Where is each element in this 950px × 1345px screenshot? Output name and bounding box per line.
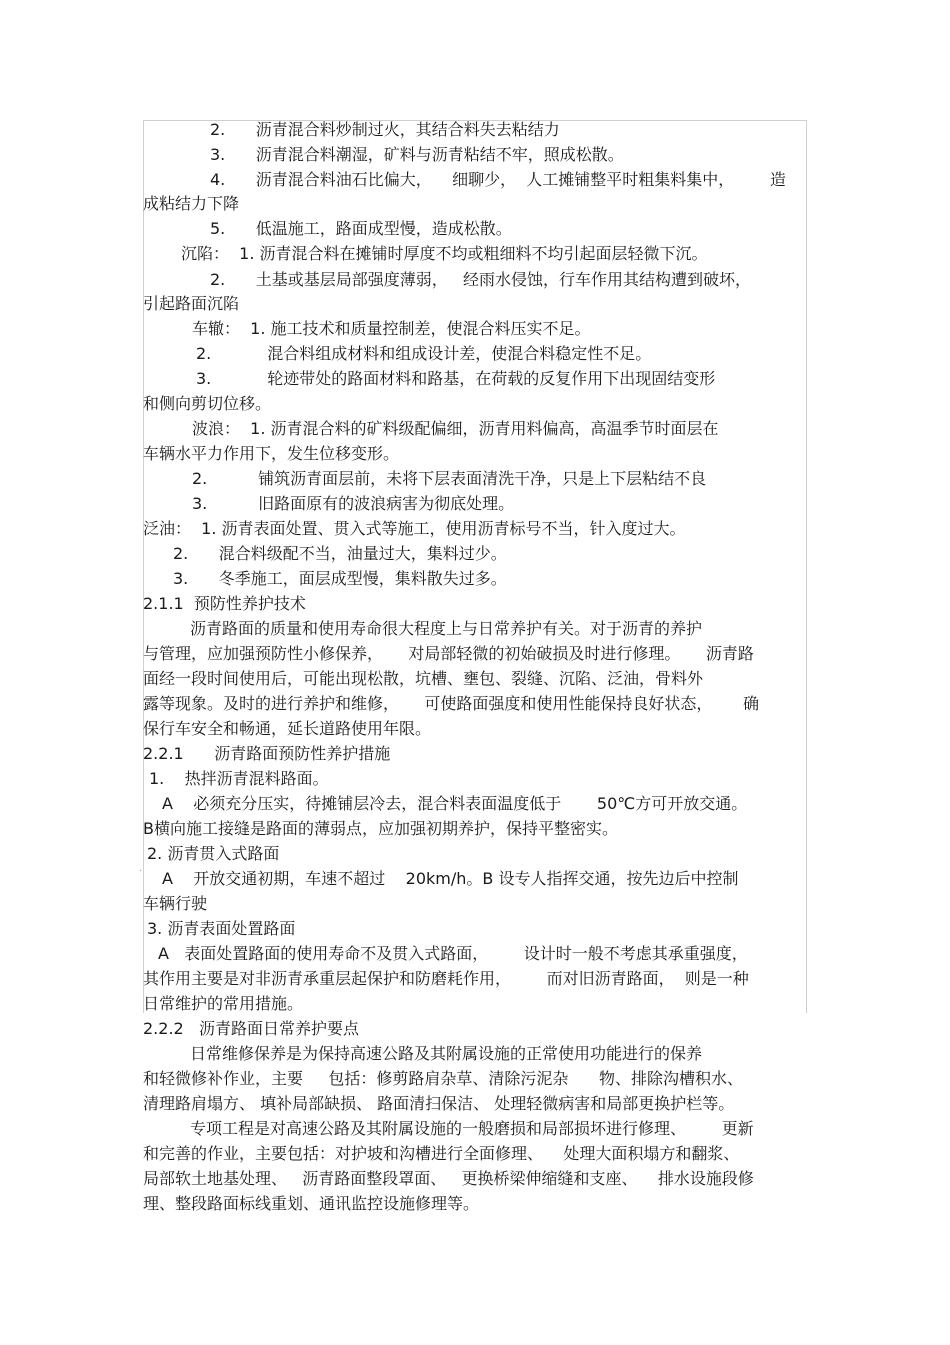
text-line: 引起路面沉陷 bbox=[143, 294, 240, 313]
text-line: 3. 旧路面原有的波浪病害为彻底处理。 bbox=[192, 494, 515, 513]
text-line: 2. 沥青贯入式路面 bbox=[147, 844, 280, 863]
text-line: 2.2.2 沥青路面日常养护要点 bbox=[143, 1019, 359, 1038]
text-line: 3. 轮迹带处的路面材料和路基，在荷载的反复作用下出现固结变形 bbox=[196, 369, 716, 388]
text-line: 保行车安全和畅通，延长道路使用年限。 bbox=[143, 719, 432, 738]
text-line: 车辆水平力作用下，发生位移变形。 bbox=[143, 444, 400, 463]
text-line: 日常维修保养是为保持高速公路及其附属设施的正常使用功能进行的保养 bbox=[190, 1044, 703, 1063]
text-line: A 表面处置路面的使用寿命不及贯入式路面， 设计时一般不考虑其承重强度， bbox=[158, 944, 748, 963]
text-line: 沥青路面的质量和使用寿命很大程度上与日常养护有关。对于沥青的养护 bbox=[190, 619, 703, 638]
text-line: 车辙： 1. 施工技术和质量控制差，使混合料压实不足。 bbox=[192, 319, 591, 338]
text-line: 2. 混合料级配不当，油量过大，集料过少。 bbox=[173, 544, 507, 563]
text-line: A 开放交通初期，车速不超过 20km/h。B 设专人指挥交通，按先边后中控制 bbox=[162, 869, 739, 888]
text-line: 波浪： 1. 沥青混合料的矿料级配偏细，沥青用料偏高，高温季节时面层在 bbox=[192, 419, 719, 438]
text-line: 2. 混合料组成材料和组成设计差，使混合料稳定性不足。 bbox=[196, 344, 652, 363]
table-border-left bbox=[143, 120, 144, 1013]
text-line: 2. 土基或基层局部强度薄弱， 经雨水侵蚀，行车作用其结构遭到破坏， bbox=[210, 270, 752, 289]
text-line: A 必须充分压实，待摊铺层冷去，混合料表面温度低于 50℃方可开放交通。 bbox=[162, 794, 748, 813]
text-line: 3. 沥青表面处置路面 bbox=[147, 919, 296, 938]
text-line: 和完善的作业，主要包括：对护坡和沟槽进行全面修理、 处理大面积塌方和翻浆、 bbox=[143, 1144, 740, 1163]
text-line: 车辆行驶 bbox=[143, 894, 208, 913]
text-line: 3. 沥青混合料潮湿，矿料与沥青粘结不牢，照成松散。 bbox=[210, 145, 624, 164]
margin-mark: · bbox=[139, 866, 143, 877]
text-line: 2. 沥青混合料炒制过火，其结合料失去粘结力 bbox=[210, 120, 560, 139]
text-line: 与管理，应加强预防性小修保养， 对局部轻微的初始破损及时进行修理。 沥青路 bbox=[143, 644, 754, 663]
text-line: 局部软土地基处理、 沥青路面整段罩面、 更换桥梁伸缩缝和支座、 排水设施段修 bbox=[143, 1169, 754, 1188]
text-line: 和侧向剪切位移。 bbox=[143, 394, 272, 413]
text-line: 专项工程是对高速公路及其附属设施的一般磨损和局部损坏进行修理、 更新 bbox=[190, 1119, 754, 1138]
text-line: 2.2.1 沥青路面预防性养护措施 bbox=[143, 744, 391, 763]
text-line: 清理路肩塌方、 填补局部缺损、 路面清扫保洁、 处理轻微病害和局部更换护栏等。 bbox=[143, 1094, 735, 1113]
text-line: 成粘结力下降 bbox=[143, 194, 240, 213]
text-line: 露等现象。及时的进行养护和维修， 可使路面强度和使用性能保持良好状态， 确 bbox=[143, 694, 759, 713]
text-line: 和轻微修补作业，主要 包括：修剪路肩杂草、清除污泥杂 物、排除沟槽积水、 bbox=[143, 1069, 743, 1088]
text-line: 1. 热拌沥青混料路面。 bbox=[149, 769, 329, 788]
text-line: 4. 沥青混合料油石比偏大， 细聊少， 人工摊铺整平时粗集料集中， 造 bbox=[210, 170, 786, 189]
text-line: 理、整段路面标线重划、通讯监控设施修理等。 bbox=[143, 1194, 480, 1213]
text-line: 5. 低温施工，路面成型慢，造成松散。 bbox=[210, 219, 512, 238]
text-line: 沉陷： 1. 沥青混合料在摊铺时厚度不均或粗细料不均引起面层轻微下沉。 bbox=[181, 244, 708, 263]
table-border-right bbox=[806, 120, 807, 1013]
text-line: 面经一段时间使用后，可能出现松散，坑槽、壅包、裂缝、沉陷、泛油，骨料外 bbox=[143, 669, 704, 688]
text-line: 泛油： 1. 沥青表面处置、贯入式等施工，使用沥青标号不当，针入度过大。 bbox=[143, 519, 686, 538]
text-line: 3. 冬季施工，面层成型慢，集料散失过多。 bbox=[173, 569, 507, 588]
text-line: 其作用主要是对非沥青承重层起保护和防磨耗作用， 而对旧沥青路面， 则是一种 bbox=[143, 969, 749, 988]
text-line: B横向施工接缝是路面的薄弱点，应加强初期养护，保持平整密实。 bbox=[143, 819, 618, 838]
text-line: 日常维护的常用措施。 bbox=[143, 994, 304, 1013]
text-line: 2.1.1 预防性养护技术 bbox=[143, 594, 306, 613]
text-line: 2. 铺筑沥青面层前，未将下层表面清洗干净，只是上下层粘结不良 bbox=[192, 469, 707, 488]
